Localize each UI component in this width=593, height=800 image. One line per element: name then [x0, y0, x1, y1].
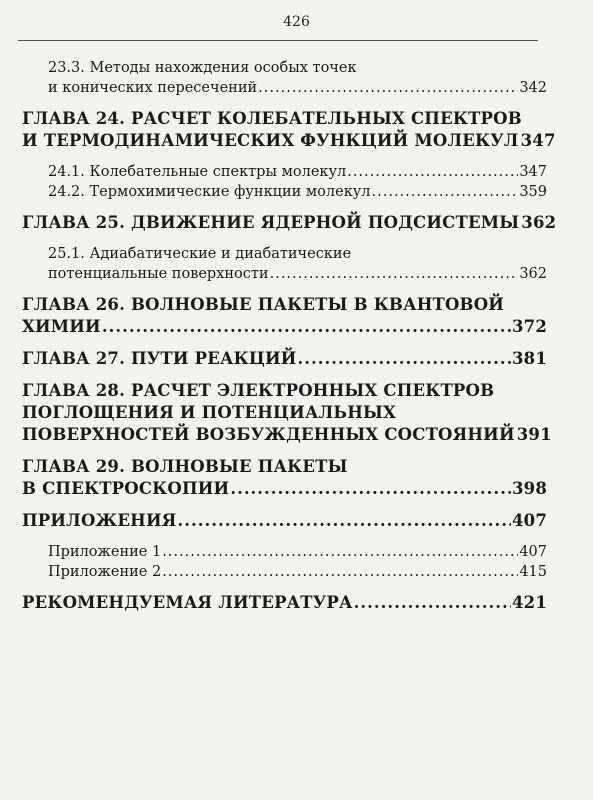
toc-entry-chapter [22, 380, 552, 446]
toc-line [48, 162, 547, 182]
toc-line [22, 456, 547, 478]
toc-spacer [22, 446, 547, 456]
toc-entry-chapter [22, 212, 557, 234]
toc-text: РЕКОМЕНДУЕМАЯ ЛИТЕРАТУРА [22, 593, 353, 612]
toc-text: 24.2. Термохимические функции молекул [48, 184, 371, 200]
leader-dots [162, 562, 518, 582]
toc-line [48, 562, 547, 582]
toc-page-number: 362 [519, 266, 547, 282]
toc-spacer [22, 338, 547, 348]
leader-dots [258, 78, 518, 98]
toc-spacer [22, 284, 547, 294]
toc-entry-chapter [22, 510, 547, 532]
toc-spacer [22, 234, 547, 244]
leader-dots [270, 264, 519, 284]
toc-line [22, 478, 547, 500]
toc-text: ГЛАВА 28. РАСЧЕТ ЭЛЕКТРОННЫХ СПЕКТРОВ [22, 381, 495, 400]
toc-line [48, 244, 547, 264]
toc-line [22, 402, 547, 424]
toc-page-number: 398 [511, 479, 547, 498]
leader-dots [102, 316, 511, 338]
toc-text: ПОГЛОЩЕНИЯ И ПОТЕНЦИАЛЬНЫХ [22, 403, 397, 422]
toc-text: И ТЕРМОДИНАМИЧЕСКИХ ФУНКЦИЙ МОЛЕКУЛ [22, 131, 519, 150]
toc-page-number: 421 [511, 593, 547, 612]
header-rule [18, 40, 538, 41]
toc-spacer [22, 500, 547, 510]
leader-dots [298, 348, 511, 370]
toc-page-number: 359 [519, 184, 547, 200]
toc-entry-chapter [22, 108, 556, 152]
toc-page-number: 407 [519, 544, 547, 560]
toc-text: Приложение 2 [48, 564, 162, 580]
toc-page-number: 347 [519, 164, 547, 180]
toc-line [22, 348, 547, 370]
table-of-contents [22, 58, 557, 614]
leader-dots [372, 182, 519, 202]
leader-dots [354, 592, 511, 614]
toc-entry-section [22, 244, 547, 284]
toc-line [22, 130, 556, 152]
toc-page-number: 407 [511, 511, 547, 530]
page-number: 426 [283, 14, 310, 30]
toc-page-number: 372 [511, 317, 547, 336]
toc-text: ГЛАВА 26. ВОЛНОВЫЕ ПАКЕТЫ В КВАНТОВОЙ [22, 295, 505, 314]
toc-entry-chapter [22, 592, 547, 614]
leader-dots [162, 542, 518, 562]
toc-line [22, 380, 547, 402]
toc-spacer [22, 152, 547, 162]
toc-entry-appendix [22, 562, 547, 582]
toc-entry-chapter [22, 456, 547, 500]
toc-entry-chapter [22, 348, 547, 370]
toc-spacer [22, 582, 547, 592]
toc-page-number: 347 [520, 131, 556, 150]
toc-text: потенциальные поверхности [48, 266, 269, 282]
toc-line [22, 316, 547, 338]
toc-page-number: 415 [519, 564, 547, 580]
toc-line [48, 182, 547, 202]
toc-entry-section [22, 58, 547, 98]
toc-line [48, 78, 547, 98]
leader-dots [230, 478, 511, 500]
toc-spacer [22, 98, 547, 108]
toc-spacer [22, 532, 547, 542]
toc-page-number: 362 [521, 213, 557, 232]
toc-text: 24.1. Колебательные спектры молекул [48, 164, 347, 180]
toc-entry-chapter [22, 294, 547, 338]
toc-line [48, 58, 547, 78]
toc-text: ГЛАВА 25. ДВИЖЕНИЕ ЯДЕРНОЙ ПОДСИСТЕМЫ [22, 213, 520, 232]
toc-text: ПОВЕРХНОСТЕЙ ВОЗБУЖДЕННЫХ СОСТОЯНИЙ [22, 425, 515, 444]
toc-line [22, 592, 547, 614]
toc-text: ГЛАВА 29. ВОЛНОВЫЕ ПАКЕТЫ [22, 457, 348, 476]
toc-text: Приложение 1 [48, 544, 162, 560]
toc-entry-section [22, 162, 547, 182]
toc-line [22, 294, 547, 316]
toc-line [22, 510, 547, 532]
toc-text: 25.1. Адиабатические и диабатические [48, 246, 352, 262]
leader-dots [178, 510, 511, 532]
toc-line [22, 108, 547, 130]
toc-text: и конических пересечений [48, 80, 258, 96]
toc-entry-appendix [22, 542, 547, 562]
toc-text: ХИМИИ [22, 317, 101, 336]
leader-dots [347, 162, 518, 182]
toc-spacer [22, 370, 547, 380]
toc-page-number: 342 [519, 80, 547, 96]
toc-text: ГЛАВА 27. ПУТИ РЕАКЦИЙ [22, 349, 297, 368]
toc-line [22, 424, 552, 446]
toc-text: 23.3. Методы нахождения особых точек [48, 60, 357, 76]
toc-page-number: 391 [516, 425, 552, 444]
toc-page-number: 381 [511, 349, 547, 368]
toc-entry-section [22, 182, 547, 202]
toc-line [48, 542, 547, 562]
toc-text: ГЛАВА 24. РАСЧЕТ КОЛЕБАТЕЛЬНЫХ СПЕКТРОВ [22, 109, 522, 128]
toc-line [22, 212, 557, 234]
toc-text: ПРИЛОЖЕНИЯ [22, 511, 177, 530]
toc-spacer [22, 202, 547, 212]
toc-text: В СПЕКТРОСКОПИИ [22, 479, 230, 498]
toc-line [48, 264, 547, 284]
